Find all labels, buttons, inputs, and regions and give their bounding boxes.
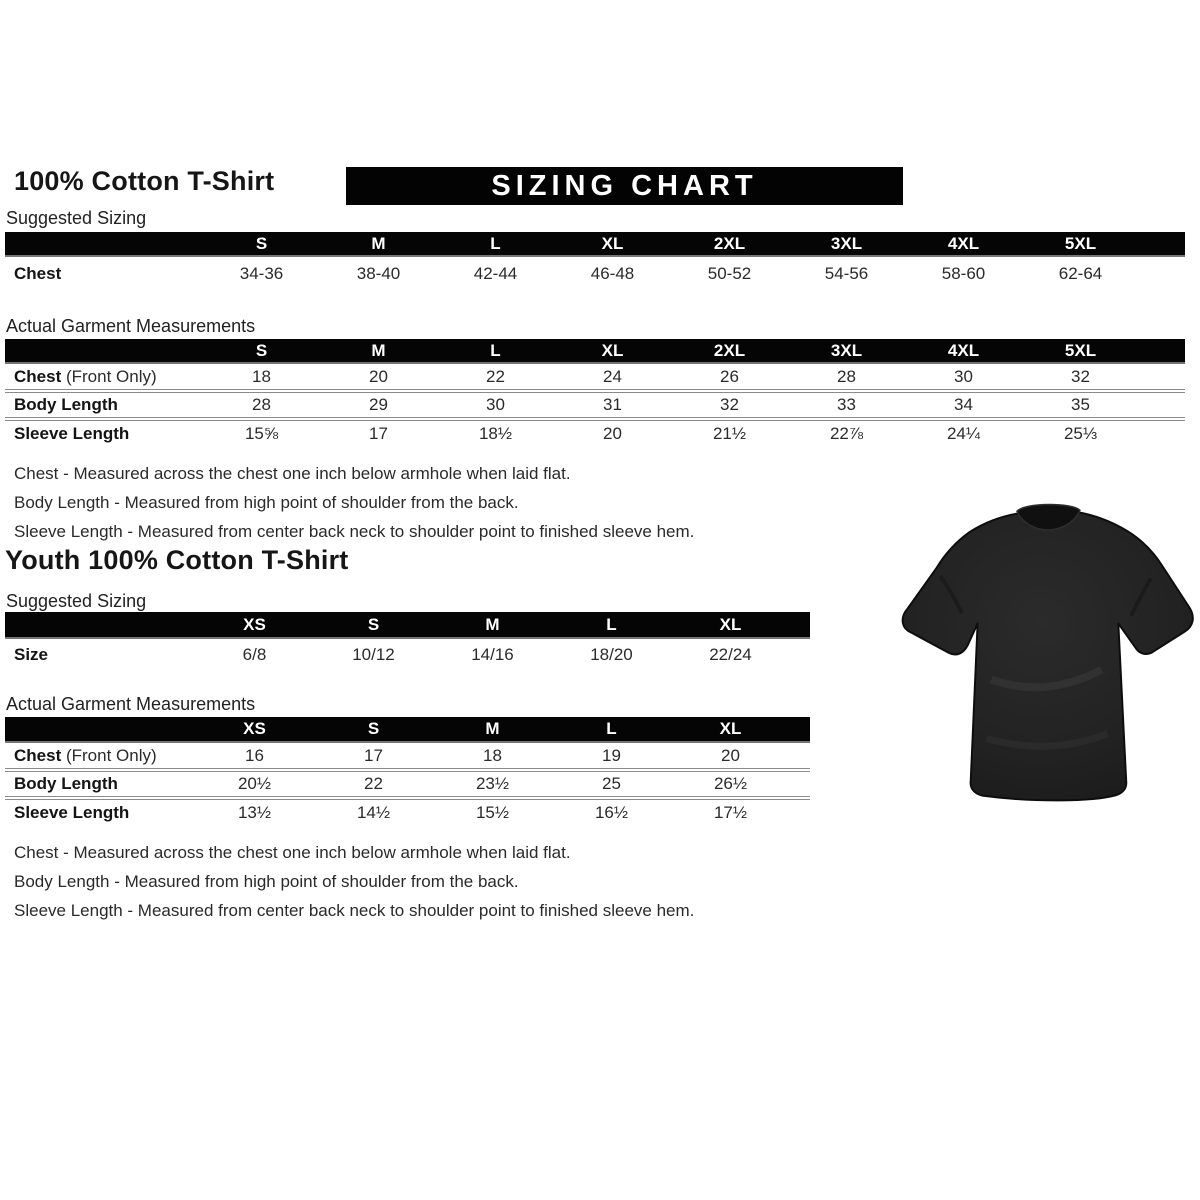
size-header-row (5, 232, 1185, 256)
size-header-row (5, 717, 810, 742)
row-label: Sleeve Length (5, 419, 203, 447)
size-col-header: M (433, 717, 552, 742)
body-length-cell: 25 (552, 770, 671, 798)
size-header-row (5, 339, 1185, 363)
sleeve-length-cell: 25⅓ (1022, 419, 1139, 447)
chest-cell: 50-52 (707, 263, 752, 283)
row-label-note: (Front Only) (65, 366, 157, 386)
size-col-header: XS (195, 717, 314, 742)
chest-cell: 18 (252, 366, 271, 386)
row-label: Size (14, 644, 49, 664)
chest-cell: 58-60 (941, 263, 986, 283)
youth-actual-measurements-heading: Actual Garment Measurements (6, 694, 256, 714)
row-spacer (1139, 256, 1185, 290)
row-spacer (1139, 391, 1185, 419)
note-line: Chest - Measured across the chest one inch below armhole when laid flat. (14, 464, 571, 483)
body-length-cell: 32 (671, 391, 788, 419)
note-line: Body Length - Measured from high point of shoulder from the back. (14, 872, 519, 891)
sizing-chart-banner-label: SIZING CHART (491, 170, 758, 202)
chest-cell: 20 (721, 745, 740, 765)
header-spacer (790, 717, 810, 742)
black-tshirt-image (893, 495, 1198, 805)
tshirt-body (903, 512, 1193, 800)
chest-cell: 17 (364, 745, 383, 765)
sleeve-length-cell: 21½ (671, 419, 788, 447)
sleeve-length-cell: 17 (320, 419, 437, 447)
row-spacer (790, 742, 810, 770)
adult-measurement-notes (14, 464, 694, 551)
size-cell: 6/8 (242, 644, 267, 664)
tshirt-graphic (893, 495, 1198, 805)
body-length-cell: 30 (437, 391, 554, 419)
size-col-header: XL (554, 339, 671, 363)
chest-row (5, 363, 1185, 391)
sizing-chart-banner (346, 167, 903, 205)
size-col-header: 4XL (905, 232, 1022, 256)
size-col-header: XS (195, 612, 314, 638)
sleeve-length-cell: 24¼ (905, 419, 1022, 447)
adult-section-title: 100% Cotton T-Shirt (14, 166, 275, 196)
chest-cell: 38-40 (356, 263, 401, 283)
body-length-cell: 26½ (671, 770, 790, 798)
row-label: Chest (Front Only) (14, 366, 157, 386)
row-spacer (790, 798, 810, 826)
chest-row (5, 256, 1185, 290)
sleeve-length-cell: 15½ (433, 798, 552, 826)
body-length-cell: 35 (1022, 391, 1139, 419)
adult-actual-measurements-heading: Actual Garment Measurements (6, 316, 256, 336)
chest-cell: 18 (483, 745, 502, 765)
size-col-header: 3XL (788, 232, 905, 256)
size-col-header: 5XL (1022, 339, 1139, 363)
size-col-header: XL (671, 612, 790, 638)
size-col-header: 2XL (671, 232, 788, 256)
body-length-cell: 20½ (195, 770, 314, 798)
chest-cell: 34-36 (239, 263, 284, 283)
row-label: Chest (Front Only) (14, 745, 157, 765)
sleeve-length-cell: 20 (554, 419, 671, 447)
header-spacer (1139, 339, 1185, 363)
row-spacer (790, 770, 810, 798)
size-col-header: 2XL (671, 339, 788, 363)
size-col-header: S (203, 232, 320, 256)
sleeve-length-cell: 13½ (195, 798, 314, 826)
youth-measurement-notes (14, 843, 694, 930)
body-length-cell: 23½ (433, 770, 552, 798)
body-length-cell: 29 (320, 391, 437, 419)
size-col-header: L (552, 612, 671, 638)
body-length-row (5, 391, 1185, 419)
size-col-header: 3XL (788, 339, 905, 363)
body-length-row (5, 770, 810, 798)
size-col-header: M (320, 232, 437, 256)
sleeve-length-row (5, 419, 1185, 447)
note-line: Body Length - Measured from high point of shoulder from the back. (14, 493, 519, 512)
row-label-note: (Front Only) (65, 745, 157, 765)
adult-suggested-sizing-heading: Suggested Sizing (6, 208, 147, 228)
sleeve-length-cell: 18½ (437, 419, 554, 447)
note-line: Sleeve Length - Measured from center back neck to shoulder point to finished sleeve hem. (14, 522, 695, 541)
chest-cell: 54-56 (824, 263, 869, 283)
chest-cell: 30 (954, 366, 973, 386)
row-label: Sleeve Length (5, 798, 195, 826)
chest-cell: 42-44 (473, 263, 518, 283)
sleeve-length-cell: 16½ (552, 798, 671, 826)
size-header-row (5, 612, 810, 638)
youth-section-title: Youth 100% Cotton T-Shirt (5, 545, 349, 575)
size-col-header: M (320, 339, 437, 363)
size-col-header: 4XL (905, 339, 1022, 363)
chest-cell: 32 (1071, 366, 1090, 386)
youth-actual-measurements-table (5, 717, 810, 826)
sleeve-length-cell: 22⅞ (788, 419, 905, 447)
header-spacer (5, 717, 195, 742)
size-col-header: S (314, 612, 433, 638)
note-line: Chest - Measured across the chest one inch below armhole when laid flat. (14, 843, 571, 862)
adult-suggested-sizing-table (5, 232, 1185, 290)
chest-cell: 46-48 (590, 263, 635, 283)
chest-cell: 62-64 (1058, 263, 1103, 283)
chest-cell: 24 (603, 366, 622, 386)
size-row (5, 638, 810, 670)
header-spacer (1139, 232, 1185, 256)
sleeve-length-cell: 14½ (314, 798, 433, 826)
sleeve-length-cell: 17½ (671, 798, 790, 826)
size-col-header: L (437, 339, 554, 363)
youth-suggested-sizing-heading: Suggested Sizing (6, 591, 147, 611)
row-label: Chest (14, 263, 62, 283)
chest-cell: 16 (245, 745, 264, 765)
header-spacer (790, 612, 810, 638)
adult-actual-measurements-table (5, 339, 1185, 447)
row-spacer (1139, 419, 1185, 447)
body-length-cell: 22 (314, 770, 433, 798)
row-spacer (1139, 363, 1185, 391)
size-cell: 14/16 (471, 644, 514, 664)
chest-row (5, 742, 810, 770)
size-col-header: XL (671, 717, 790, 742)
chest-cell: 22 (486, 366, 505, 386)
body-length-cell: 28 (203, 391, 320, 419)
row-label: Body Length (5, 770, 195, 798)
size-col-header: XL (554, 232, 671, 256)
chest-cell: 20 (369, 366, 388, 386)
header-spacer (5, 232, 203, 256)
header-spacer (5, 612, 195, 638)
chest-cell: 26 (720, 366, 739, 386)
note-line: Sleeve Length - Measured from center back neck to shoulder point to finished sleeve hem. (14, 901, 695, 920)
size-cell: 18/20 (590, 644, 633, 664)
size-cell: 10/12 (352, 644, 395, 664)
body-length-cell: 34 (905, 391, 1022, 419)
header-spacer (5, 339, 203, 363)
size-col-header: L (552, 717, 671, 742)
size-col-header: 5XL (1022, 232, 1139, 256)
chest-cell: 19 (602, 745, 621, 765)
chest-cell: 28 (837, 366, 856, 386)
row-label: Body Length (5, 391, 203, 419)
size-col-header: S (314, 717, 433, 742)
size-cell: 22/24 (709, 644, 752, 664)
size-col-header: S (203, 339, 320, 363)
body-length-cell: 31 (554, 391, 671, 419)
size-col-header: M (433, 612, 552, 638)
size-col-header: L (437, 232, 554, 256)
youth-suggested-sizing-table (5, 612, 810, 670)
body-length-cell: 33 (788, 391, 905, 419)
sleeve-length-cell: 15⅝ (203, 419, 320, 447)
row-spacer (790, 638, 810, 670)
sleeve-length-row (5, 798, 810, 826)
